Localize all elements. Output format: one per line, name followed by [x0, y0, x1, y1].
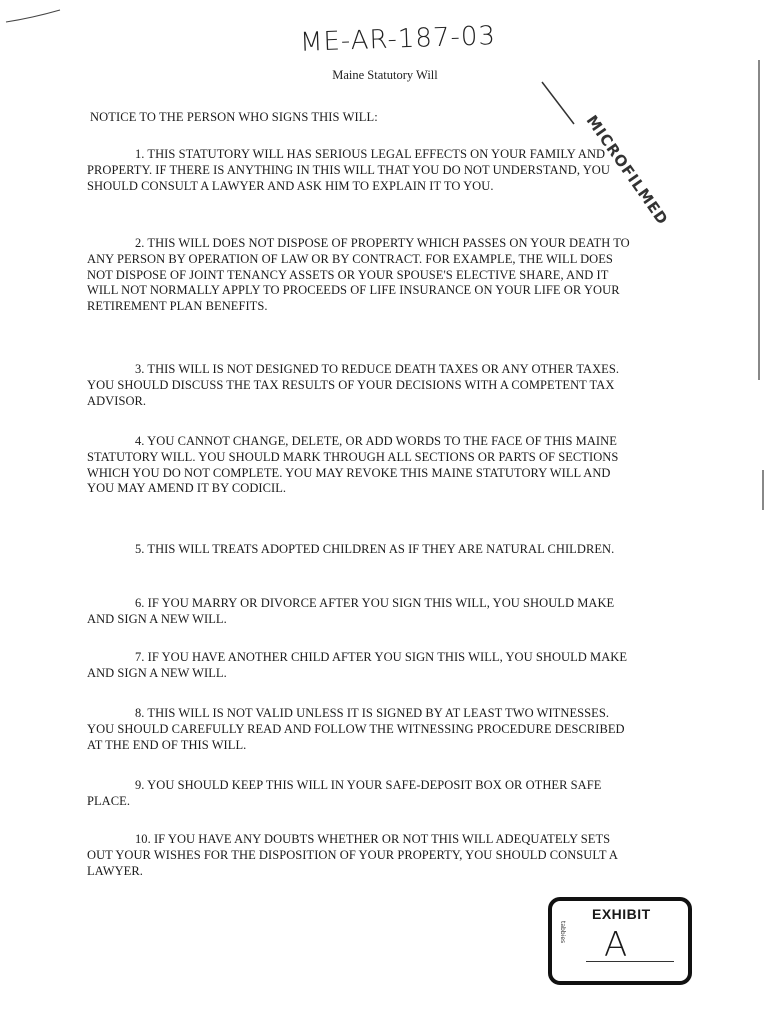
exhibit-underline: [586, 961, 674, 962]
scan-edge-mark: [758, 60, 760, 380]
notice-paragraph-2: 2. THIS WILL DOES NOT DISPOSE OF PROPERTY WHICH PASSES ON YOUR DEATH TO ANY PERSON BY OPERATION OF LAW OR BY CONTRACT. FOR EXAMPLE, THE WILL DOES NOT DISPOSE OF JOINT TENANCY ASSETS OR YOUR SPOUSE'S ELECTIVE SHARE, AND IT WILL NOT NORMALLY APPLY TO PROCEEDS OF LIFE INSURANCE ON YOUR LIFE OR YOUR RETIREMENT PLAN BENEFITS.: [87, 236, 630, 314]
notice-paragraph-3: 3. THIS WILL IS NOT DESIGNED TO REDUCE DEATH TAXES OR ANY OTHER TAXES. YOU SHOULD DISCUSS THE TAX RESULTS OF YOUR DECISIONS WITH A COMPETENT TAX ADVISOR.: [87, 362, 620, 408]
notice-heading: NOTICE TO THE PERSON WHO SIGNS THIS WILL:: [90, 110, 378, 124]
document-title: Maine Statutory Will: [332, 68, 438, 82]
exhibit-letter: A: [604, 925, 628, 965]
notice-paragraph-9: 9. YOU SHOULD KEEP THIS WILL IN YOUR SAFE-DEPOSIT BOX OR OTHER SAFE PLACE.: [87, 778, 602, 808]
notice-paragraph-7: 7. IF YOU HAVE ANOTHER CHILD AFTER YOU SIGN THIS WILL, YOU SHOULD MAKE AND SIGN A NEW WILL.: [87, 650, 628, 680]
microfilmed-stamp: MICROFILMED: [582, 111, 672, 229]
notice-paragraph-6: 6. IF YOU MARRY OR DIVORCE AFTER YOU SIGN THIS WILL, YOU SHOULD MAKE AND SIGN A NEW WILL.: [87, 596, 615, 626]
stamp-slash-mark: [540, 80, 580, 130]
notice-paragraph-5: 5. THIS WILL TREATS ADOPTED CHILDREN AS IF THEY ARE NATURAL CHILDREN.: [135, 542, 615, 556]
handwritten-document-id: ME-AR-187-03: [299, 21, 497, 58]
notice-paragraph-1: 1. THIS STATUTORY WILL HAS SERIOUS LEGAL EFFECTS ON YOUR FAMILY AND PROPERTY. IF THERE IS ANYTHING IN THIS WILL THAT YOU DO NOT UNDERSTAND, YOU SHOULD CONSULT A LAWYER AND ASK HIM TO EXPLAIN IT TO YOU.: [87, 147, 610, 193]
notice-paragraph-4: 4. YOU CANNOT CHANGE, DELETE, OR ADD WORDS TO THE FACE OF THIS MAINE STATUTORY WILL. YOU SHOULD MARK THROUGH ALL SECTIONS OR PARTS OF SECTIONS WHICH YOU DO NOT COMPLETE. YOU MAY REVOKE THIS MAINE STATUTORY WILL AND YOU MAY AMEND IT BY CODICIL.: [87, 434, 619, 496]
scan-corner-mark: [4, 6, 64, 26]
notice-paragraph-10: 10. IF YOU HAVE ANY DOUBTS WHETHER OR NOT THIS WILL ADEQUATELY SETS OUT YOUR WISHES FOR THE DISPOSITION OF YOUR PROPERTY, YOU SHOULD CONSULT A LAWYER.: [87, 832, 618, 878]
notice-paragraph-8: 8. THIS WILL IS NOT VALID UNLESS IT IS SIGNED BY AT LEAST TWO WITNESSES. YOU SHOULD CAREFULLY READ AND FOLLOW THE WITNESSING PROCEDURE DESCRIBED AT THE END OF THIS WILL.: [87, 706, 625, 752]
exhibit-vendor-text: tabbies: [559, 921, 566, 944]
exhibit-label: EXHIBIT: [592, 906, 651, 922]
exhibit-sticker: [548, 897, 692, 985]
scan-edge-mark: [762, 470, 764, 510]
